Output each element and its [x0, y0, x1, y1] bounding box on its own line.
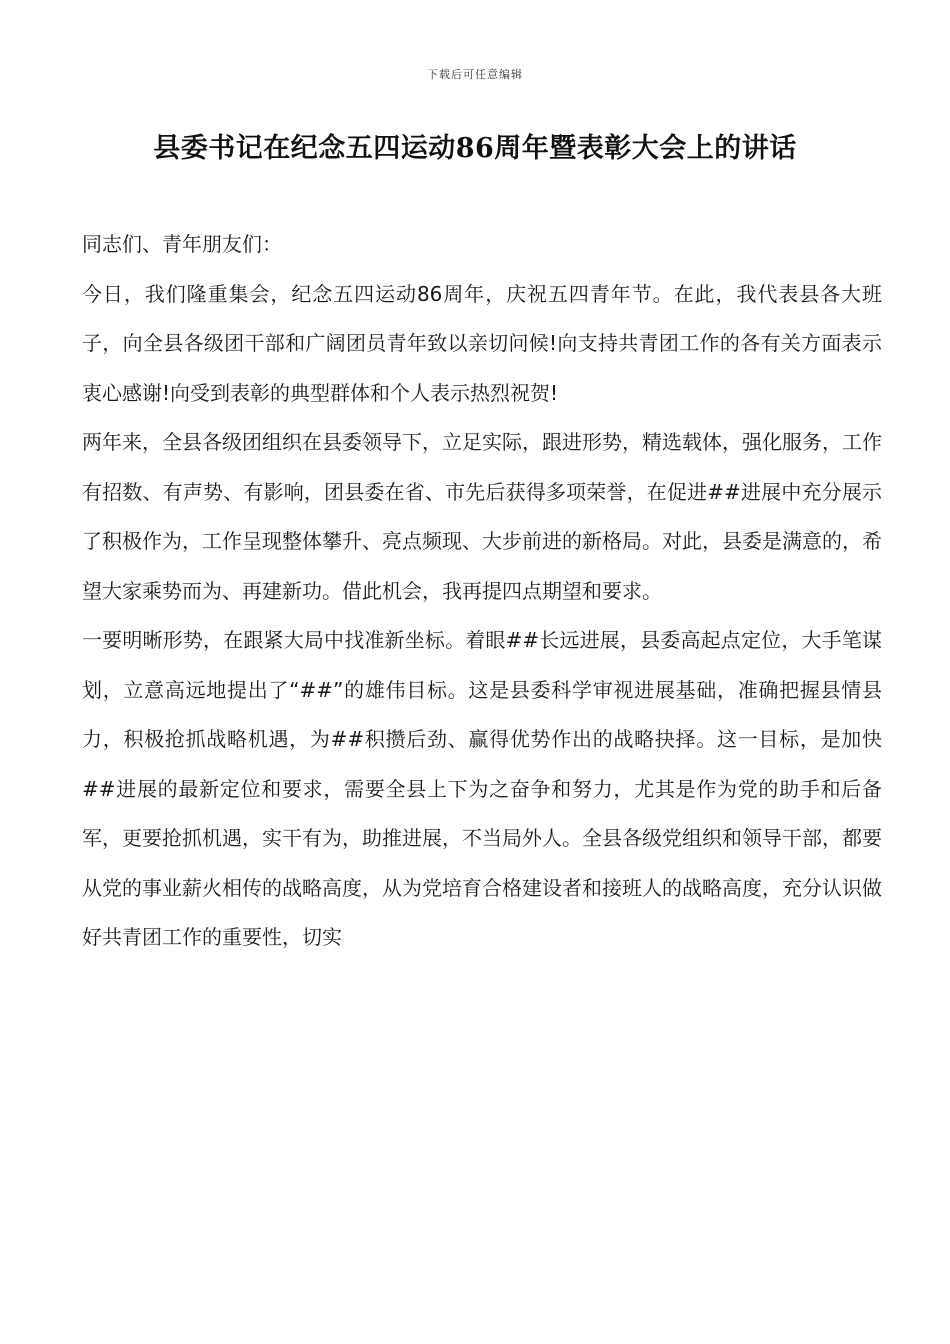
paragraph-salutation: 同志们、青年朋友们：: [82, 232, 282, 256]
paragraph-achievements: 两年来，全县各级团组织在县委领导下，立足实际，跟进形势，精选载体，强化服务，工作有招数、有声势、有影响，团县委在省、市先后获得多项荣誉，在促进##进展中充分展示了积极作为，工作呈现整体攀升、亮点频现、大步前进的新格局。对此，县委是满意的，希望大家乘势而为、再建新功。借此机会，我再提四点期望和要求。: [82, 430, 882, 603]
paragraph-first-requirement: 一要明晰形势，在跟紧大局中找准新坐标。着眼##长远进展，县委高起点定位，大手笔谋划，立意高远地提出了“##”的雄伟目标。这是县委科学审视进展基础，准确把握县情县力，积极抢抓战略机遇，为##积攒后劲、赢得优势作出的战略抉择。这一目标，是加快##进展的最新定位和要求，需要全县上下为之奋争和努力，尤其是作为党的助手和后备军，更要抢抓机遇，实干有为，助推进展，不当局外人。全县各级党组织和领导干部，都要从党的事业薪火相传的战略高度，从为党培育合格建设者和接班人的战略高度，充分认识做好共青团工作的重要性，切实: [82, 628, 882, 949]
header-note: 下载后可任意编辑: [427, 68, 523, 81]
paragraph-opening: 今日，我们隆重集会，纪念五四运动86周年，庆祝五四青年节。在此，我代表县各大班子，向全县各级团干部和广阔团员青年致以亲切问候!向支持共青团工作的各有关方面表示衷心感谢!向受到表彰的典型群体和个人表示热烈祝贺!: [82, 281, 882, 405]
document-body: [82, 220, 882, 963]
document-title: 县委书记在纪念五四运动86周年暨表彰大会上的讲话: [153, 133, 797, 164]
